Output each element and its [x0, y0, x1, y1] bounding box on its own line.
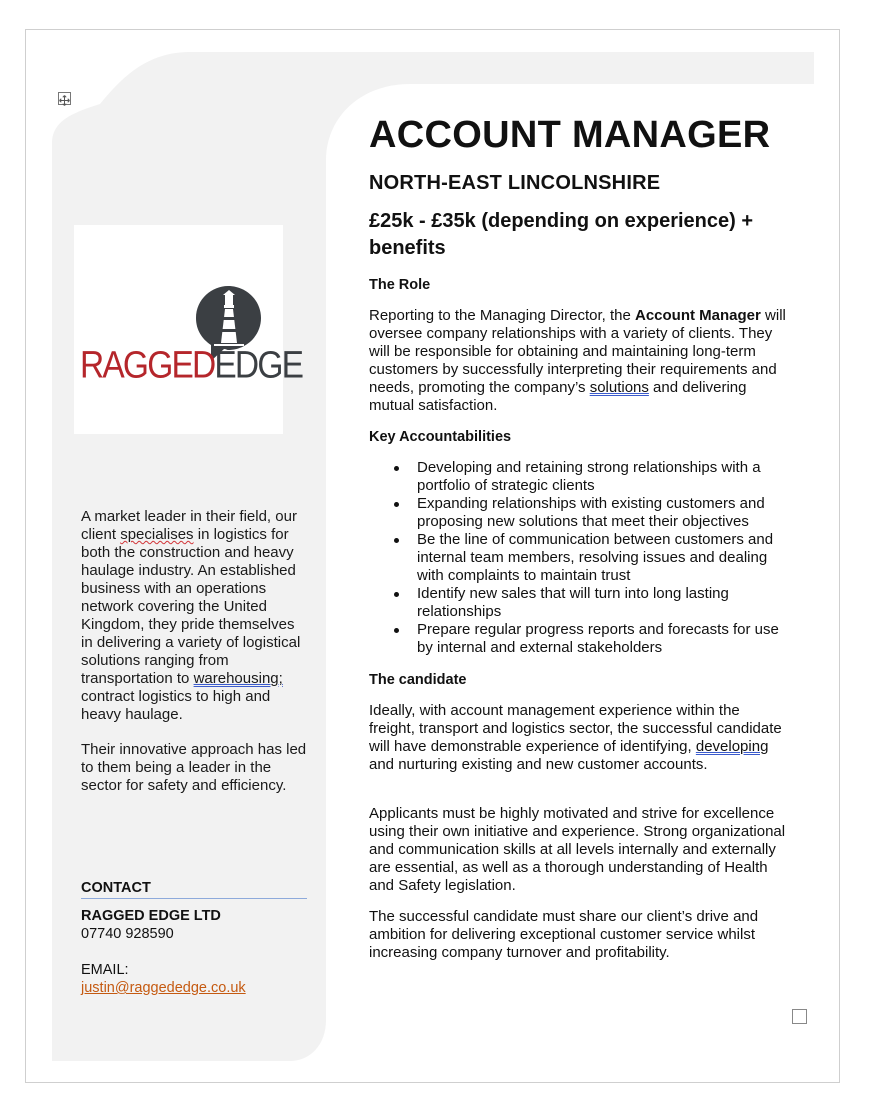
list-item: Prepare regular progress reports and forecasts for use by internal and external stakeholders — [369, 621, 794, 657]
list-item: Be the line of communication between customers and internal team members, resolving issues and dealing with complaints to maintain trust — [369, 531, 794, 585]
contact-email-link[interactable]: justin@raggededge.co.uk — [81, 980, 246, 996]
description-run: warehousing; — [193, 670, 283, 687]
list-item: Developing and retaining strong relationships with a portfolio of strategic clients — [369, 459, 794, 495]
candidate-ambition: The successful candidate must share our client’s drive and ambition for delivering exceptional customer service whilst increasing company turnover and profitability. — [369, 908, 759, 961]
move-arrows-icon — [59, 95, 70, 106]
list-item: Expanding relationships with existing customers and proposing new solutions that meet their objectives — [369, 495, 794, 531]
description-run: in logistics for both the construction and heavy haulage industry. An established business with an operations network covering the United Kingdom, they pride themselves in delivering a variety of logistical solutions ranging from transportation to — [81, 526, 301, 687]
candidate-skills: Applicants must be highly motivated and strive for excellence using their own initiative and experience. Strong organizational and communication skills at all levels internally and externally are essential, as well as a thorough understanding of Health and Safety legislation. — [369, 805, 786, 894]
candidate-heading: The candidate — [369, 672, 467, 688]
table-resize-handle[interactable] — [792, 1009, 807, 1024]
role-run: and delivering mutual satisfaction. — [369, 379, 747, 414]
company-approach: Their innovative approach has led to them being a leader in the sector for safety and efficiency. — [81, 741, 307, 794]
company-logo — [74, 225, 303, 434]
logo-wordmark: RAGGEDEDGE — [80, 345, 303, 387]
job-salary: £25k - £35k (depending on experience) + benefits — [369, 210, 754, 259]
candidate-run: Ideally, with account management experience within the freight, transport and logistics sector, the successful candidate will have demonstrable experience of identifying, — [369, 702, 782, 755]
contact-email-label: EMAIL: — [81, 962, 129, 978]
lighthouse-icon — [74, 225, 283, 434]
candidate-run: and nurturing existing and new customer accounts. — [369, 756, 708, 773]
description-run: A market leader in their field, our client — [81, 508, 297, 543]
table-move-handle[interactable] — [58, 92, 71, 105]
description-run: contract logistics to high and heavy haulage. — [81, 688, 271, 723]
role-description — [369, 307, 789, 415]
job-title: ACCOUNT MANAGER — [369, 114, 771, 156]
list-item: Identify new sales that will turn into long lasting relationships — [369, 585, 794, 621]
role-run: will oversee company relationships with a variety of clients. They will be responsible for obtaining and maintaining long-term customers by successfully interpreting their requirements and needs, promoting the company’s — [369, 307, 786, 396]
candidate-run: developing — [695, 738, 769, 755]
candidate-experience — [369, 702, 789, 774]
job-location: NORTH-EAST LINCOLNSHIRE — [369, 172, 661, 194]
role-run: Account Manager — [635, 307, 761, 324]
contact-company: RAGGED EDGE LTD — [81, 908, 221, 924]
company-description — [81, 508, 309, 724]
role-run: solutions — [589, 379, 649, 396]
contact-phone: 07740 928590 — [81, 926, 174, 942]
accountabilities-list — [369, 459, 794, 657]
role-run: Reporting to the Managing Director, the — [369, 307, 635, 324]
role-heading: The Role — [369, 277, 431, 293]
description-run: specialises — [120, 526, 194, 543]
contact-heading: CONTACT — [81, 879, 307, 899]
accountabilities-heading: Key Accountabilities — [369, 429, 512, 445]
